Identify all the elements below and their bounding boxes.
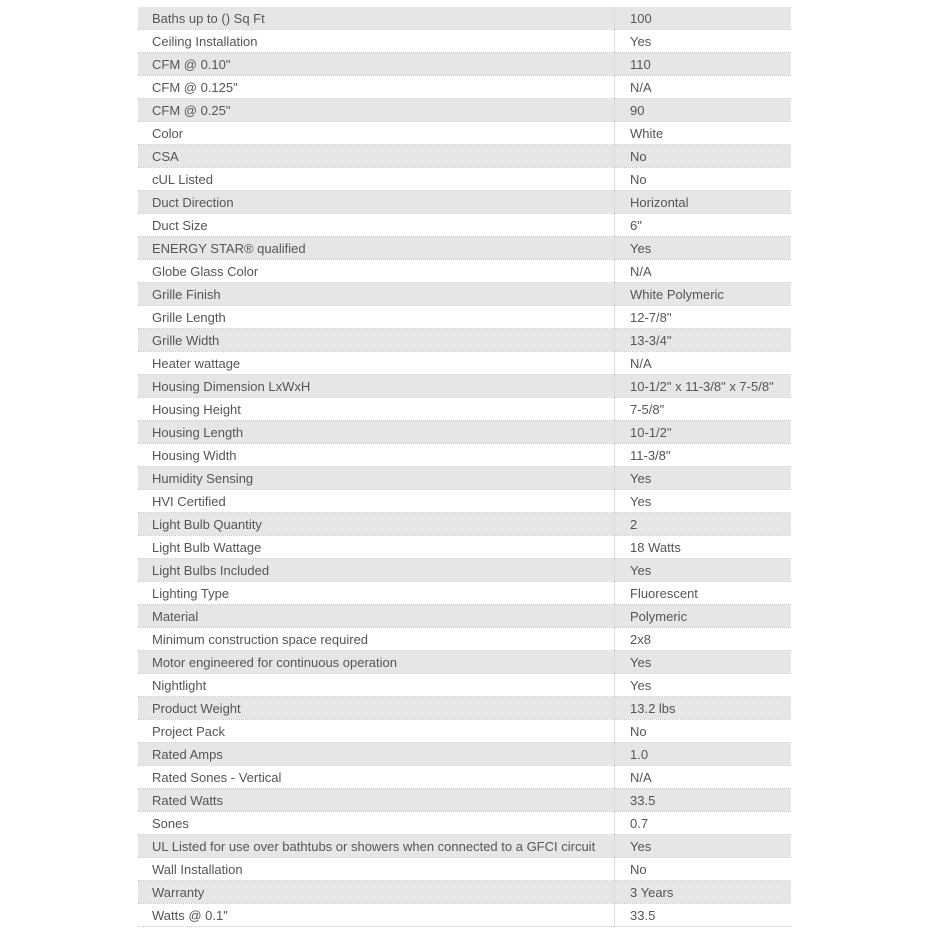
spec-name: Globe Glass Color (138, 260, 615, 283)
spec-value: Yes (615, 651, 792, 674)
spec-row (138, 651, 791, 674)
spec-value: 13-3/4" (615, 329, 792, 352)
spec-value: Yes (615, 467, 792, 490)
spec-row (138, 628, 791, 651)
spec-row (138, 858, 791, 881)
spec-name: Warranty (138, 881, 615, 904)
spec-name: Sones (138, 812, 615, 835)
spec-name: Housing Height (138, 398, 615, 421)
spec-name: ENERGY STAR® qualified (138, 237, 615, 260)
spec-name: Housing Width (138, 444, 615, 467)
spec-value: No (615, 720, 792, 743)
spec-name: CFM @ 0.125" (138, 76, 615, 99)
spec-row (138, 720, 791, 743)
spec-row (138, 559, 791, 582)
spec-row (138, 605, 791, 628)
spec-name: Minimum construction space required (138, 628, 615, 651)
spec-value: 12-7/8" (615, 306, 792, 329)
spec-name: Motor engineered for continuous operation (138, 651, 615, 674)
spec-value: 18 Watts (615, 536, 792, 559)
spec-value: 33.5 (615, 904, 792, 927)
spec-value: N/A (615, 76, 792, 99)
spec-row (138, 904, 791, 927)
spec-row (138, 835, 791, 858)
spec-row (138, 490, 791, 513)
spec-row (138, 674, 791, 697)
spec-value: 6" (615, 214, 792, 237)
spec-name: Housing Dimension LxWxH (138, 375, 615, 398)
spec-value: 0.7 (615, 812, 792, 835)
spec-value: White (615, 122, 792, 145)
spec-name: CFM @ 0.10" (138, 53, 615, 76)
spec-row (138, 582, 791, 605)
spec-name: Grille Width (138, 329, 615, 352)
spec-name: Light Bulbs Included (138, 559, 615, 582)
spec-name: CFM @ 0.25" (138, 99, 615, 122)
spec-value: White Polymeric (615, 283, 792, 306)
spec-value: N/A (615, 766, 792, 789)
spec-row (138, 122, 791, 145)
spec-name: HVI Certified (138, 490, 615, 513)
spec-row (138, 7, 791, 30)
spec-row (138, 145, 791, 168)
spec-row (138, 30, 791, 53)
spec-name: Rated Watts (138, 789, 615, 812)
spec-value: 100 (615, 7, 792, 30)
spec-name: Project Pack (138, 720, 615, 743)
spec-name: Duct Size (138, 214, 615, 237)
spec-row (138, 697, 791, 720)
spec-value: 13.2 lbs (615, 697, 792, 720)
spec-value: Yes (615, 835, 792, 858)
spec-row (138, 536, 791, 559)
spec-row (138, 306, 791, 329)
spec-value: Polymeric (615, 605, 792, 628)
spec-row (138, 99, 791, 122)
spec-row (138, 789, 791, 812)
spec-value: No (615, 168, 792, 191)
spec-name: CSA (138, 145, 615, 168)
spec-name: Housing Length (138, 421, 615, 444)
spec-name: cUL Listed (138, 168, 615, 191)
spec-name: Product Weight (138, 697, 615, 720)
spec-value: Yes (615, 490, 792, 513)
specifications-table-body (138, 7, 791, 927)
spec-name: Light Bulb Quantity (138, 513, 615, 536)
spec-name: Grille Length (138, 306, 615, 329)
spec-value: 10-1/2" x 11-3/8" x 7-5/8" (615, 375, 792, 398)
spec-name: Rated Sones - Vertical (138, 766, 615, 789)
spec-row (138, 766, 791, 789)
spec-row (138, 398, 791, 421)
spec-row (138, 191, 791, 214)
spec-value: 2x8 (615, 628, 792, 651)
spec-value: No (615, 145, 792, 168)
spec-name: Humidity Sensing (138, 467, 615, 490)
spec-row (138, 421, 791, 444)
specifications-table (138, 7, 791, 927)
spec-value: 110 (615, 53, 792, 76)
spec-name: Heater wattage (138, 352, 615, 375)
spec-row (138, 444, 791, 467)
spec-value: 1.0 (615, 743, 792, 766)
spec-name: Wall Installation (138, 858, 615, 881)
spec-value: N/A (615, 352, 792, 375)
spec-name: Nightlight (138, 674, 615, 697)
spec-name: Rated Amps (138, 743, 615, 766)
spec-name: Baths up to () Sq Ft (138, 7, 615, 30)
spec-row (138, 260, 791, 283)
spec-name: Material (138, 605, 615, 628)
spec-value: Yes (615, 559, 792, 582)
spec-value: 11-3/8" (615, 444, 792, 467)
spec-name: Color (138, 122, 615, 145)
spec-value: 3 Years (615, 881, 792, 904)
spec-value: Horizontal (615, 191, 792, 214)
spec-value: No (615, 858, 792, 881)
spec-row (138, 881, 791, 904)
spec-row (138, 214, 791, 237)
spec-name: Lighting Type (138, 582, 615, 605)
spec-name: UL Listed for use over bathtubs or showers when connected to a GFCI circuit (138, 835, 615, 858)
spec-row (138, 743, 791, 766)
spec-value: N/A (615, 260, 792, 283)
spec-row (138, 467, 791, 490)
spec-row (138, 375, 791, 398)
spec-row (138, 53, 791, 76)
spec-row (138, 329, 791, 352)
spec-name: Duct Direction (138, 191, 615, 214)
spec-row (138, 352, 791, 375)
spec-value: 10-1/2" (615, 421, 792, 444)
spec-value: Yes (615, 237, 792, 260)
spec-row (138, 237, 791, 260)
spec-value: Yes (615, 30, 792, 53)
spec-value: Yes (615, 674, 792, 697)
spec-value: Fluorescent (615, 582, 792, 605)
spec-row (138, 283, 791, 306)
spec-name: Grille Finish (138, 283, 615, 306)
spec-value: 33.5 (615, 789, 792, 812)
spec-value: 7-5/8" (615, 398, 792, 421)
spec-row (138, 76, 791, 99)
spec-row (138, 513, 791, 536)
spec-row (138, 168, 791, 191)
spec-name: Light Bulb Wattage (138, 536, 615, 559)
spec-value: 2 (615, 513, 792, 536)
spec-row (138, 812, 791, 835)
spec-name: Ceiling Installation (138, 30, 615, 53)
spec-value: 90 (615, 99, 792, 122)
spec-name: Watts @ 0.1" (138, 904, 615, 927)
